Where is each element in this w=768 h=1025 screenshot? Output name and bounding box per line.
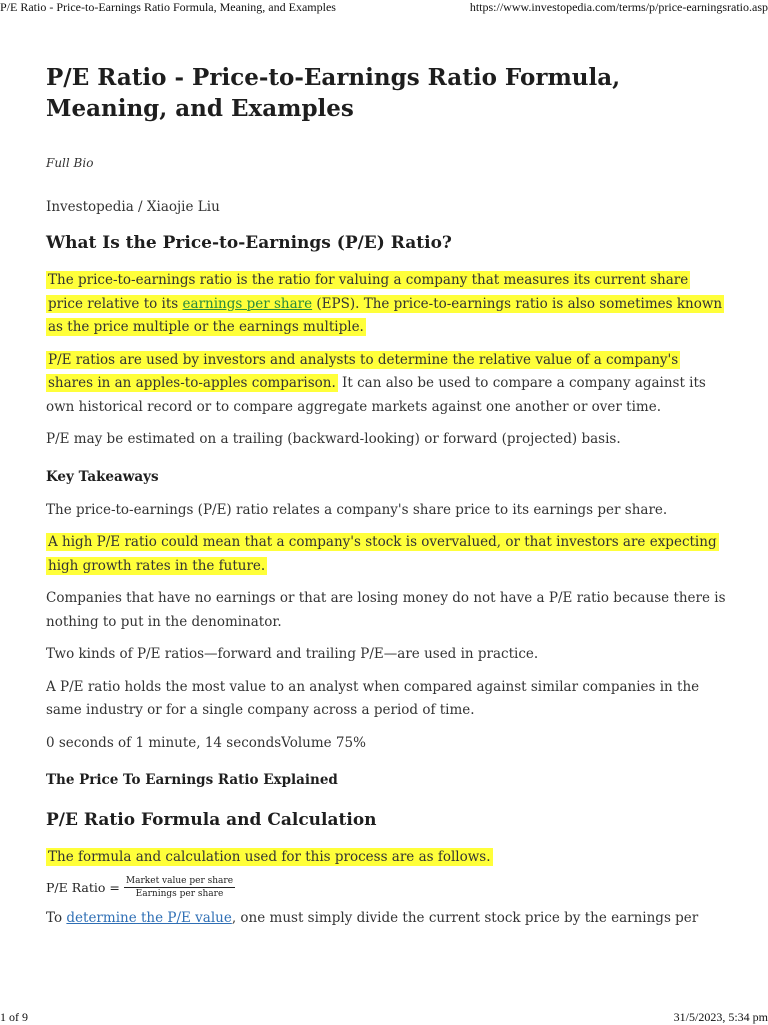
- formula-numerator: Market value per share: [125, 875, 234, 886]
- highlight-uses: P/E ratios are used by investors and analysts to determine the relative value of a company's shares in an apples-to-apples comparison.: [48, 351, 679, 391]
- full-bio-link[interactable]: Full Bio: [46, 156, 94, 170]
- print-page-title: P/E Ratio - Price-to-Earnings Ratio Formula, Meaning, and Examples: [0, 0, 336, 14]
- page-number: 1 of 9: [0, 1010, 28, 1024]
- paragraph-definition: [46, 269, 726, 340]
- formula-equals: =: [109, 879, 120, 895]
- definition-text-b: (EPS). The price-to-earnings ratio is also sometimes known as the price multiple or the earnings multiple.: [48, 295, 723, 335]
- formula-denominator: Earnings per share: [135, 888, 224, 899]
- determine-pe-value-link[interactable]: determine the P/E value: [66, 909, 232, 926]
- paragraph-uses: [46, 349, 726, 420]
- takeaway-4: Two kinds of P/E ratios—forward and trailing P/E—are used in practice.: [46, 646, 539, 662]
- print-page-url[interactable]: https://www.investopedia.com/terms/p/price-earningsratio.asp: [469, 0, 768, 14]
- takeaway-2: [46, 531, 726, 578]
- key-takeaways-heading: Key Takeaways: [46, 468, 159, 485]
- determine-text-a: To: [46, 909, 67, 926]
- uses-text-rest: It can also be used to compare a company against its own historical record or to compare aggregate markets against one another or over time.: [46, 375, 706, 415]
- paragraph-formula-intro: [46, 846, 726, 870]
- formula-lhs: P/E Ratio: [46, 879, 106, 895]
- article-title: P/E Ratio - Price-to-Earnings Ratio Formula, Meaning, and Examples: [46, 64, 621, 122]
- paragraph-basis: P/E may be estimated on a trailing (backward-looking) or forward (projected) basis.: [46, 431, 621, 447]
- print-footer: [0, 1010, 768, 1024]
- pe-formula: [46, 876, 726, 899]
- section-heading-formula: P/E Ratio Formula and Calculation: [46, 810, 377, 830]
- takeaway-3: Companies that have no earnings or that are losing money do not have a P/E ratio because there is nothing to put in the denominator.: [46, 590, 726, 630]
- video-title: The Price To Earnings Ratio Explained: [46, 772, 338, 788]
- print-header: [0, 0, 768, 16]
- paragraph-determine: [46, 907, 726, 931]
- highlight-definition: [46, 271, 724, 336]
- highlight-formula-intro: The formula and calculation used for this process are as follows.: [48, 849, 491, 865]
- article-content: [46, 62, 726, 930]
- image-credit: Investopedia / Xiaojie Liu: [46, 199, 220, 215]
- video-status-text: 0 seconds of 1 minute, 14 secondsVolume 75%: [46, 734, 366, 751]
- section-heading-what-is: What Is the Price-to-Earnings (P/E) Ratio?: [46, 233, 452, 253]
- takeaway-5: A P/E ratio holds the most value to an analyst when compared against similar companies in the same industry or for a single company across a period of time.: [46, 678, 700, 718]
- determine-text-b: , one must simply divide the current stock price by the earnings per: [231, 909, 699, 926]
- earnings-per-share-link[interactable]: earnings per share: [182, 295, 313, 312]
- highlight-takeaway-2: A high P/E ratio could mean that a company's stock is overvalued, or that investors are expecting high growth rates in the future.: [48, 534, 717, 574]
- takeaway-1: The price-to-earnings (P/E) ratio relates a company's share price to its earnings per share.: [46, 501, 668, 518]
- formula-fraction: [124, 876, 235, 899]
- print-datetime: 31/5/2023, 5:34 pm: [673, 1010, 768, 1024]
- definition-text-a: The price-to-earnings ratio is the ratio for valuing a company that measures its current share price relative to its: [48, 272, 689, 312]
